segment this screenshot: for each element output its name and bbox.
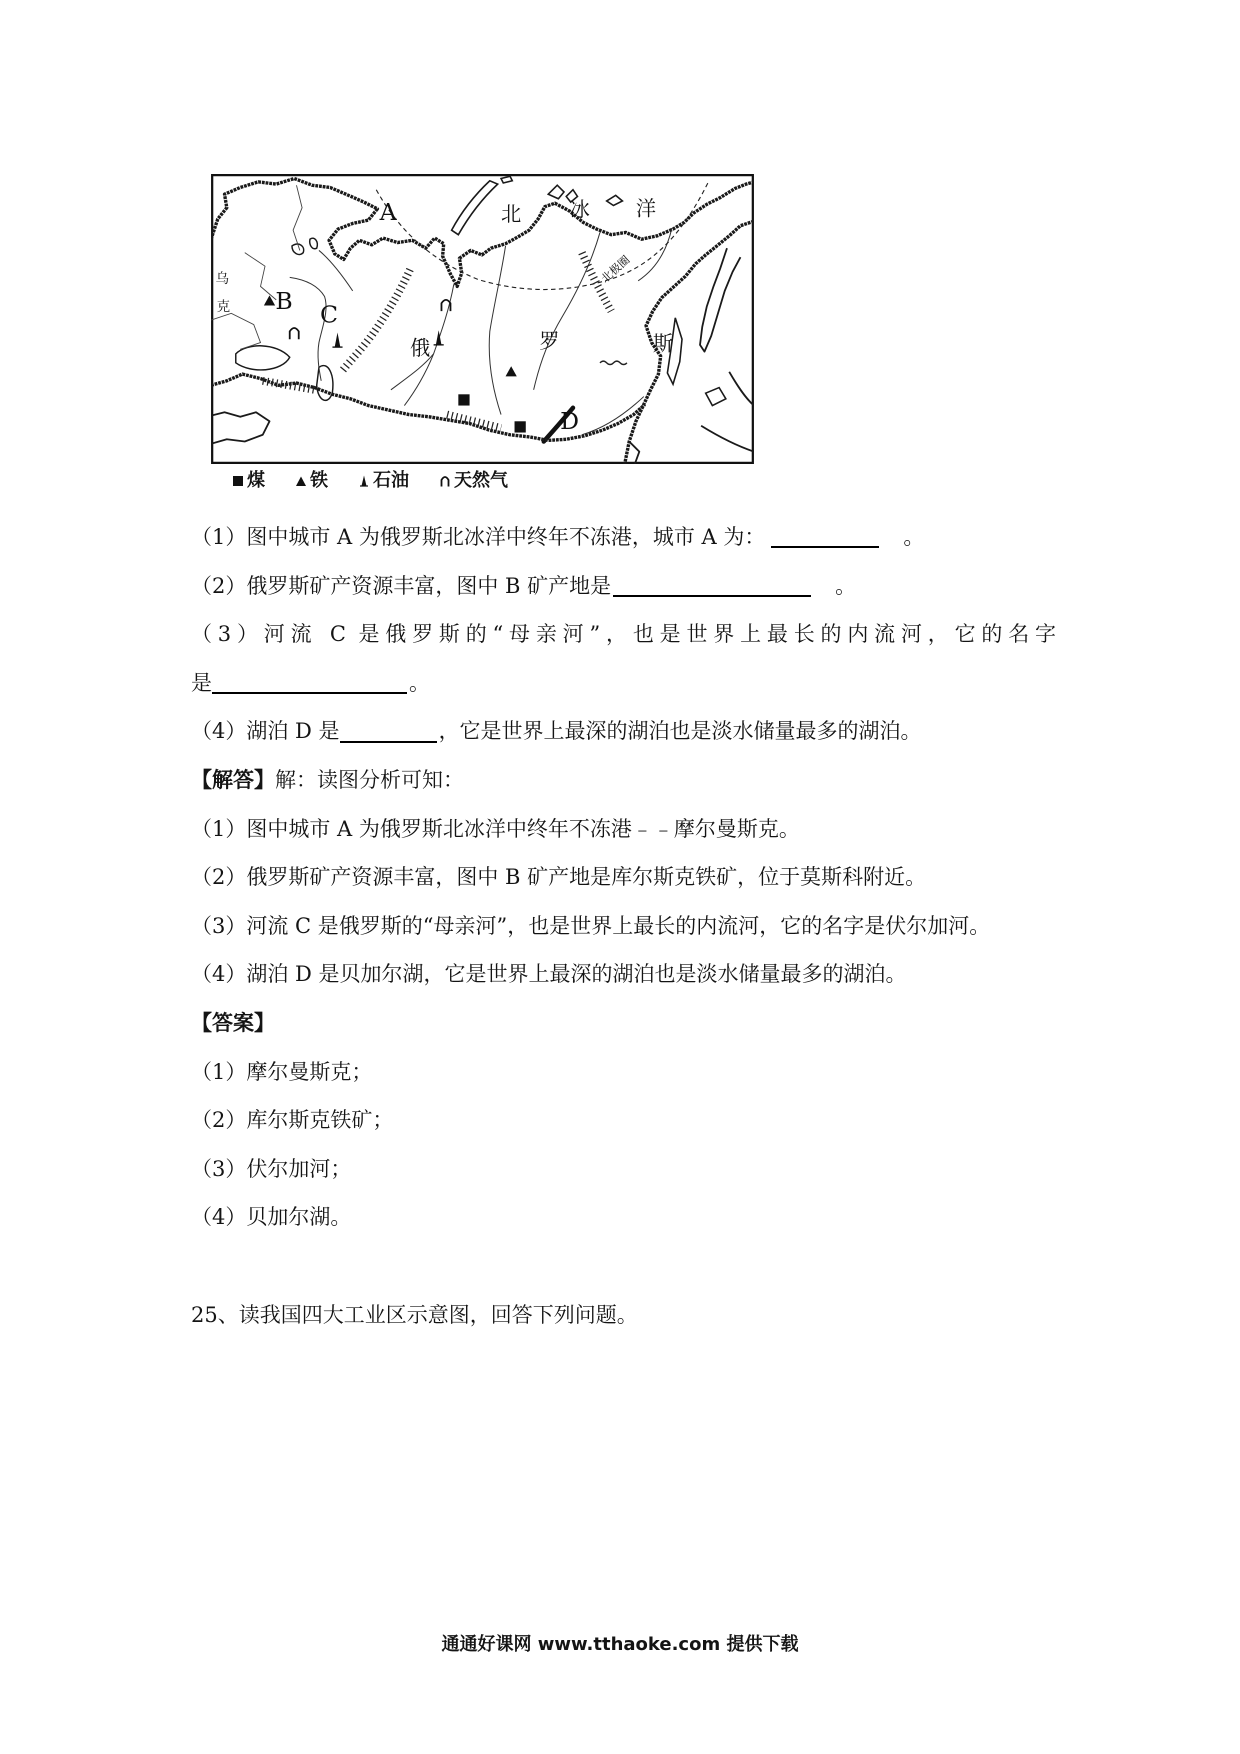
label-neighbor-1: 乌 [215,271,230,288]
question-4 [191,707,1056,756]
iron-triangle-icon [295,475,307,487]
label-country-3: 斯 [652,331,674,356]
question-4-end: ，它是世界上最深的湖泊也是淡水储量最多的湖泊。 [438,719,922,744]
legend-item-iron [295,469,328,493]
solution-line: （4）湖泊 D 是贝加尔湖，它是世界上最深的湖泊也是淡水储量最多的湖泊。 [191,962,907,987]
question-4-text: （4）湖泊 D 是 [191,719,340,744]
label-country-1: 俄 [409,335,431,360]
lake-onega [310,238,318,249]
question-3-text: 是 [191,670,212,695]
natural-gas-arch-shape [442,477,449,487]
solution-intro: 解：读图分析可知： [275,767,464,792]
solution-line: （1）图中城市 A 为俄罗斯北冰洋中终年不冻港﹣﹣摩尔曼斯克。 [191,816,800,841]
label-river-c: C [320,300,339,329]
question-1-end: 。 [903,525,925,549]
answer-blank-2 [613,574,811,597]
answer-blank-3 [212,671,407,694]
legend-item-gas [439,469,508,493]
oil-derrick-shape [362,476,367,487]
legend-label-gas: 天然气 [454,470,508,491]
russia-map [211,174,754,464]
label-ocean-1: 北 [501,202,522,227]
question-3-line-2 [191,659,1056,708]
question-2-end: 。 [835,573,857,598]
label-city-a: A [379,198,397,227]
answer-line: （1）摩尔曼斯克； [191,1059,373,1084]
label-ocean-2: 冰 [569,197,590,222]
answer-blank-4 [340,720,437,743]
answer-line: （2）库尔斯克铁矿； [191,1108,394,1133]
answer-blank-1 [771,525,879,548]
label-neighbor-2: 克 [216,299,231,316]
coal-square-shape [233,476,243,486]
label-country-2: 罗 [539,329,560,354]
legend-item-oil [358,469,409,493]
question-2-text: （2）俄罗斯矿产资源丰富，图中 B 矿产地是 [191,573,612,598]
solution-heading: 【解答】 [191,766,275,792]
question-1-text: （1）图中城市 A 为俄罗斯北冰洋中终年不冻港，城市 A 为： [191,525,766,549]
oil-derrick-icon [358,475,370,487]
russia-map-svg [211,174,754,464]
map-legend [232,469,508,493]
answer-line: （3）伏尔加河； [191,1156,352,1181]
label-arctic-circle: 北极圈 [598,253,633,286]
legend-label-coal: 煤 [247,470,265,491]
solution-line: （2）俄罗斯矿产资源丰富，图中 B 矿产地是库尔斯克铁矿，位于莫斯科附近。 [191,865,927,890]
coal-marker-kuzbass [458,394,469,405]
natural-gas-arch-icon [439,475,451,487]
legend-label-oil: 石油 [373,470,409,491]
legend-item-coal [232,469,265,493]
legend-label-iron: 铁 [310,470,328,491]
answer-line: （4）贝加尔湖。 [191,1205,352,1230]
question-3-end: 。 [409,670,430,695]
coal-marker-east [515,421,526,432]
next-question: 25、读我国四大工业区示意图，回答下列问题。 [191,1302,638,1327]
solution-header [191,756,1056,805]
question-1 [191,513,1056,562]
iron-triangle-shape [296,477,306,487]
answer-heading: 【答案】 [191,1009,275,1035]
question-3-line-1: （3）河流 C 是俄罗斯的“母亲河”，也是世界上最长的内流河，它的名字 [191,622,1056,647]
coal-square-icon [232,475,244,487]
label-ocean-3: 洋 [635,196,657,221]
question-2 [191,562,1056,611]
question-content [191,513,1056,1339]
map-frame [212,175,753,463]
spacer [191,1242,1056,1291]
page-footer: 通通好课网 www.tthaoke.com 提供下载 [441,1634,799,1655]
solution-line: （3）河流 C 是俄罗斯的“母亲河”，也是世界上最长的内流河，它的名字是伏尔加河。 [191,913,991,938]
label-lake-d: D [560,407,580,436]
label-mine-b: B [275,286,293,315]
